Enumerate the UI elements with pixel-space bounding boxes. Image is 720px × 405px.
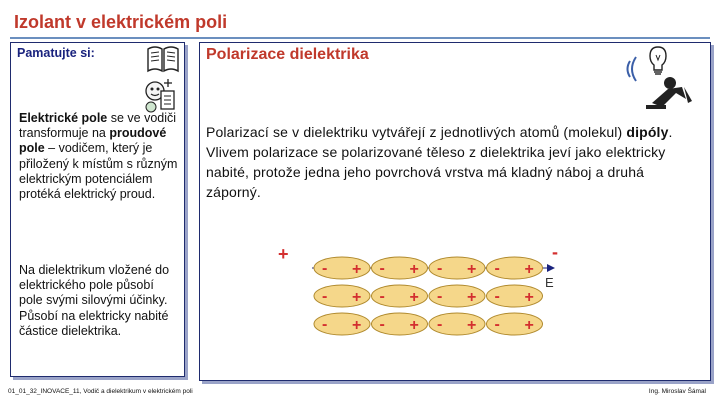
term-dipoles: dipóly: [626, 124, 669, 140]
dipole-minus: -: [494, 288, 500, 305]
footer-author: Ing. Miroslav Šámal: [648, 388, 706, 395]
para1-text-a: se ve vodiči transformuje na: [19, 111, 177, 141]
dipole: [372, 285, 428, 307]
dipole: [429, 285, 485, 307]
dipole-plus: +: [409, 289, 419, 306]
dipole-plus: +: [524, 289, 534, 306]
lightbulb-person-icon: [622, 43, 702, 117]
term-electric-field: Elektrické pole: [19, 111, 108, 125]
dipole-plus: +: [467, 261, 477, 278]
text-part-2: . Vlivem polarizace se polarizované těleso z dielektrika jeví jako elektricky nabité, protože jedna jeho povrchová vrstva má kladný náboj a druhá záporný.: [206, 124, 673, 200]
polarization-text: [206, 122, 686, 202]
dipole-minus: -: [379, 316, 385, 333]
dipole-minus: -: [437, 288, 443, 305]
dipole: [372, 257, 428, 279]
section-heading: Polarizace dielektrika: [206, 46, 369, 63]
dipole-minus: -: [437, 316, 443, 333]
dipole-plus: +: [524, 261, 534, 278]
left-paragraph-1: [19, 111, 179, 202]
term-current-field: proudové pole: [19, 126, 167, 156]
dipole: [314, 313, 370, 335]
dipole-minus: -: [494, 260, 500, 277]
dipole-plus: +: [352, 317, 362, 334]
dipole: [487, 313, 543, 335]
text-part-1: Polarizací se v dielektriku vytvářejí z jednotlivých atomů (molekul): [206, 124, 627, 140]
dipole-plus: +: [409, 261, 419, 278]
dipole: [314, 285, 370, 307]
dipole-minus: -: [437, 260, 443, 277]
title-divider: [10, 37, 710, 39]
field-arrow-head: [547, 264, 555, 272]
dipole-minus: -: [322, 260, 328, 277]
dipole-plus: +: [352, 289, 362, 306]
negative-plate-sign: -: [552, 242, 558, 262]
dipole: [372, 313, 428, 335]
dipole: [314, 257, 370, 279]
dipole-diagram: [272, 242, 572, 342]
dipole-plus: +: [409, 317, 419, 334]
left-paragraph-2: Na dielektrikum vložené do elektrického pole působí pole svými silovými účinky. Působí na elektricky nabité částice dielektrika.: [19, 263, 170, 338]
dipole: [429, 257, 485, 279]
dipole-minus: -: [379, 260, 385, 277]
footer-left: 01_01_32_INOVACE_11, Vodič a dielektrikum v elektrickém poli: [8, 388, 193, 395]
dipole: [429, 313, 485, 335]
slide-title: Izolant v elektrickém poli: [14, 12, 228, 32]
dipole-plus: +: [524, 317, 534, 334]
left-panel: [10, 42, 185, 377]
dipole-minus: -: [379, 288, 385, 305]
dipole-plus: +: [352, 261, 362, 278]
dipole: [487, 285, 543, 307]
right-panel: [199, 42, 711, 381]
dipole-plus: +: [467, 289, 477, 306]
panel-heading: Pamatujte si:: [17, 46, 95, 60]
field-label: E: [545, 275, 554, 290]
dipole-minus: -: [322, 288, 328, 305]
open-book-icon: [146, 43, 180, 75]
thinking-person-icon: [141, 77, 177, 113]
positive-plate-sign: +: [278, 244, 289, 264]
dipole-plus: +: [467, 317, 477, 334]
dipole: [487, 257, 543, 279]
dipole-minus: -: [322, 316, 328, 333]
para1-text-b: – vodičem, který je přiložený k místům s různým elektrickým potenciálem protéká elektrický proud.: [19, 141, 178, 202]
dipole-minus: -: [494, 316, 500, 333]
